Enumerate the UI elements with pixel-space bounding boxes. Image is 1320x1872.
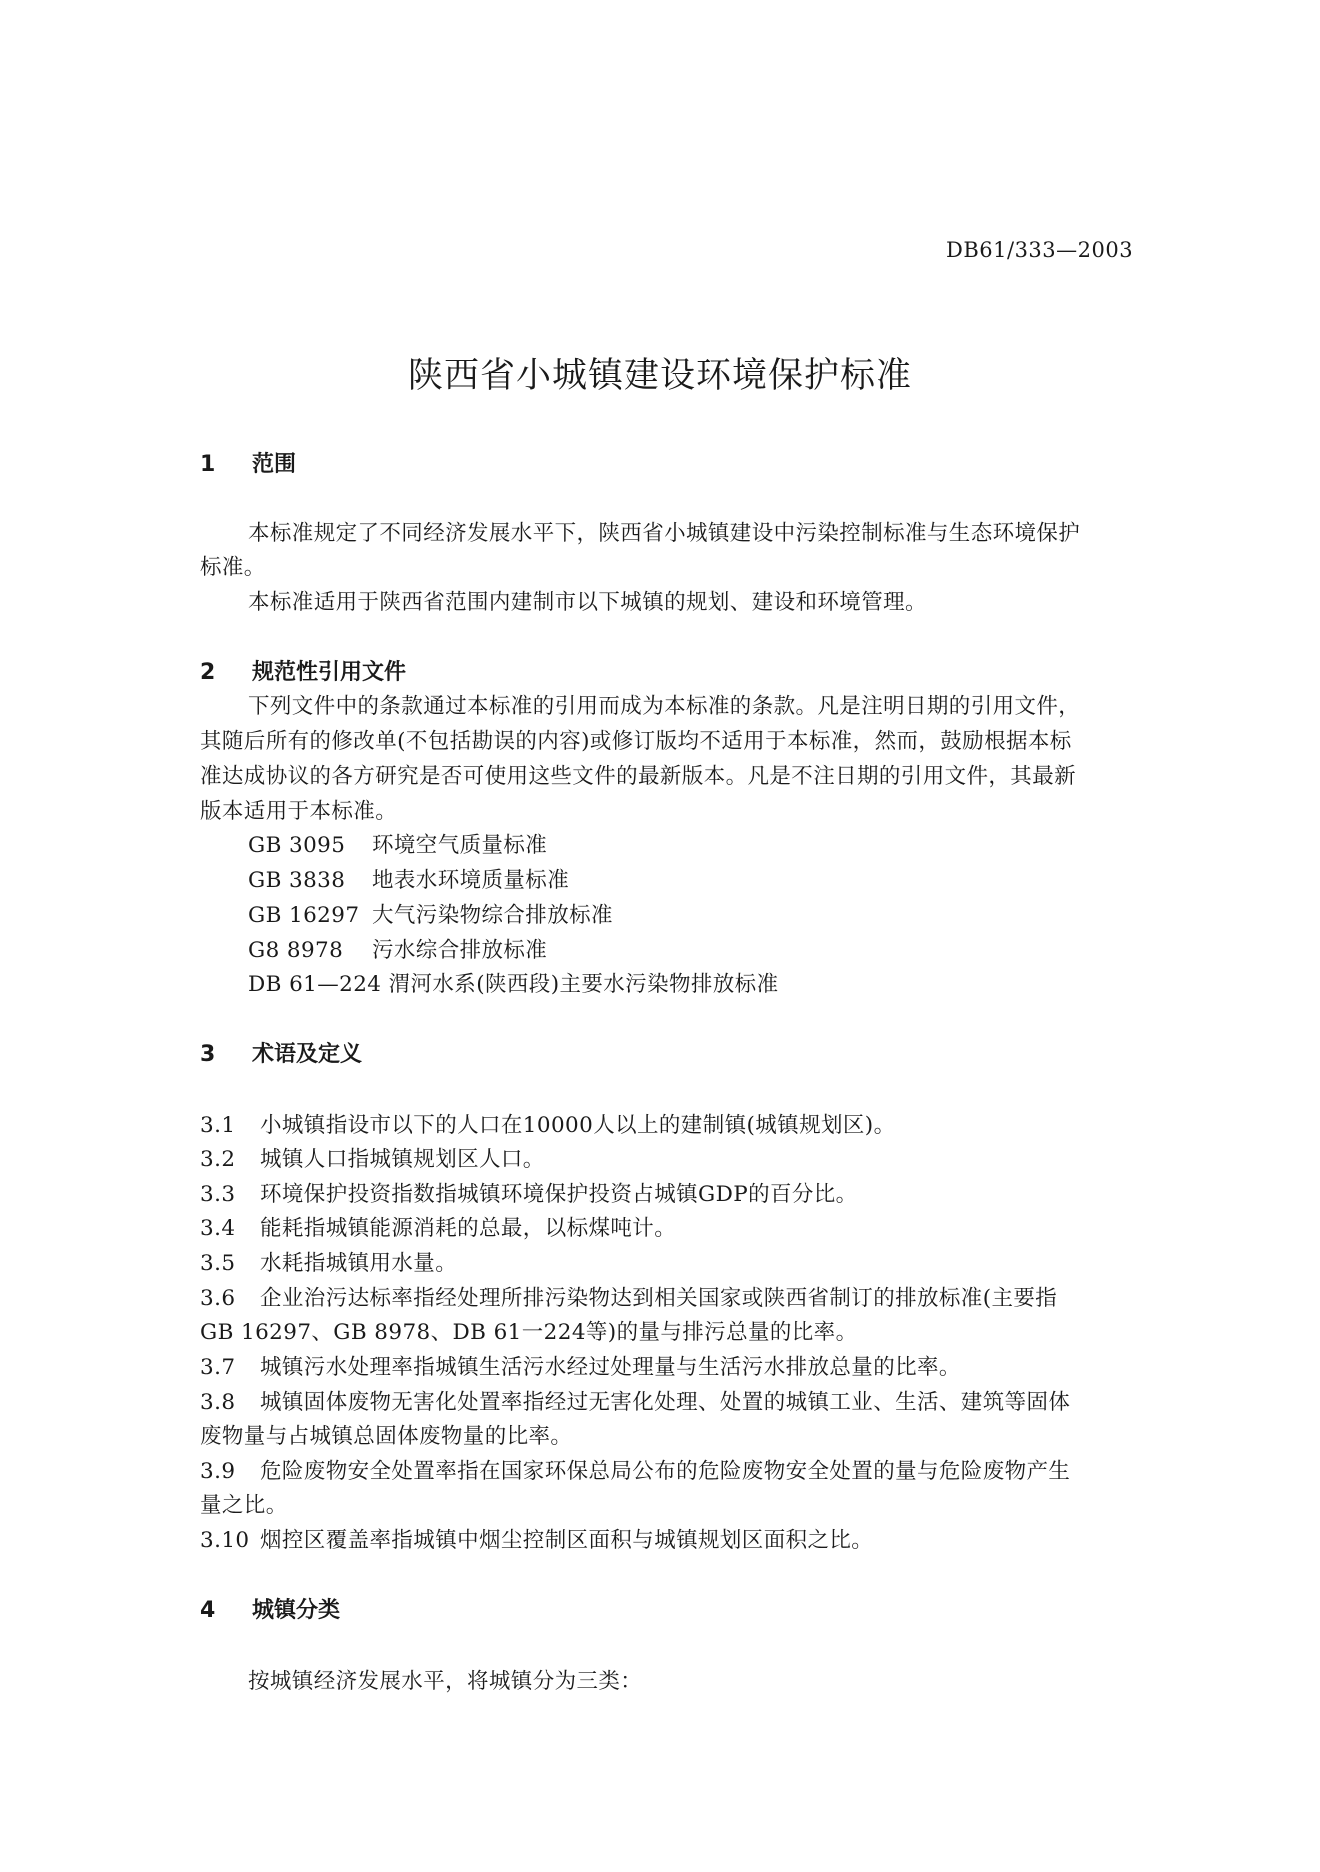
section-number: 4 — [200, 1598, 216, 1623]
section-1-heading — [200, 447, 296, 478]
definition-text: 水耗指城镇用水量。 — [260, 1251, 458, 1276]
definition-continuation: 量之比。 — [200, 1493, 288, 1518]
definition-number: 3.7 — [200, 1355, 236, 1380]
definition-text: 危险废物安全处置率指在国家环保总局公布的危险废物安全处置的量与危险废物产生 — [260, 1459, 1071, 1484]
definition-item — [200, 1177, 858, 1208]
section-2-heading — [200, 655, 406, 686]
definition-number: 3.6 — [200, 1286, 236, 1311]
definition-number: 3.10 — [200, 1528, 250, 1553]
standard-code: GB 16297 — [248, 903, 360, 928]
standard-reference-item — [248, 898, 613, 929]
definition-text: 能耗指城镇能源消耗的总最，以标煤吨计。 — [260, 1216, 677, 1241]
section-title: 城镇分类 — [252, 1598, 341, 1623]
standard-reference-item — [248, 933, 547, 964]
section-title: 范围 — [252, 452, 297, 477]
section-number: 3 — [200, 1042, 216, 1067]
standard-reference-item — [248, 863, 569, 894]
definition-text: 烟控区覆盖率指城镇中烟尘控制区面积与城镇规划区面积之比。 — [260, 1528, 874, 1553]
definition-number: 3.9 — [200, 1459, 236, 1484]
definition-item — [200, 1350, 961, 1381]
standard-code: G8 8978 — [248, 938, 344, 963]
definition-text: 小城镇指设市以下的人口在10000人以上的建制镇(城镇规划区)。 — [260, 1113, 896, 1138]
section-1-paragraph-1-line-2: 标准。 — [200, 555, 266, 580]
section-1-paragraph-1-line-1: 本标准规定了不同经济发展水平下，陕西省小城镇建设中污染控制标准与生态环境保护 — [248, 521, 1081, 546]
definition-item — [200, 1385, 1070, 1416]
definition-item — [200, 1454, 1070, 1485]
definition-number: 3.3 — [200, 1182, 236, 1207]
definition-item — [200, 1523, 873, 1554]
definition-item — [200, 1211, 676, 1242]
definition-text: 城镇人口指城镇规划区人口。 — [260, 1147, 545, 1172]
definition-item — [200, 1108, 895, 1139]
definition-item — [200, 1281, 1057, 1312]
section-4-heading — [200, 1593, 340, 1624]
definition-number: 3.5 — [200, 1251, 236, 1276]
definition-number: 3.4 — [200, 1216, 236, 1241]
definition-continuation: 废物量与占城镇总固体废物量的比率。 — [200, 1424, 573, 1449]
section-2-paragraph-line-3: 准达成协议的各方研究是否可使用这些文件的最新版本。凡是不注日期的引用文件，其最新 — [200, 764, 1077, 789]
definition-text: 城镇固体废物无害化处置率指经过无害化处理、处置的城镇工业、生活、建筑等固体 — [260, 1390, 1071, 1415]
standard-code: GB 3095 — [248, 833, 346, 858]
document-code: DB61/333—2003 — [946, 238, 1134, 262]
section-title: 规范性引用文件 — [252, 660, 407, 685]
standard-name: 污水综合排放标准 — [372, 938, 548, 963]
definition-text: 环境保护投资指数指城镇环境保护投资占城镇GDP的百分比。 — [260, 1182, 858, 1207]
section-1-paragraph-2: 本标准适用于陕西省范围内建制市以下城镇的规划、建设和环境管理。 — [248, 590, 927, 615]
section-number: 1 — [200, 452, 216, 477]
standard-reference-item: DB 61—224 渭河水系(陕西段)主要水污染物排放标准 — [248, 972, 779, 997]
definition-text: 城镇污水处理率指城镇生活污水经过处理量与生活污水排放总量的比率。 — [260, 1355, 961, 1380]
definition-number: 3.2 — [200, 1147, 236, 1172]
section-2-paragraph-line-4: 版本适用于本标准。 — [200, 799, 398, 824]
standard-reference-item — [248, 828, 547, 859]
section-4-paragraph: 按城镇经济发展水平，将城镇分为三类： — [248, 1669, 643, 1694]
definition-number: 3.1 — [200, 1113, 236, 1138]
document-title: 陕西省小城镇建设环境保护标准 — [407, 356, 912, 396]
definition-item — [200, 1142, 545, 1173]
section-2-paragraph-line-1: 下列文件中的条款通过本标准的引用而成为本标准的条款。凡是注明日期的引用文件， — [248, 694, 1081, 719]
definition-text: 企业治污达标率指经处理所排污染物达到相关国家或陕西省制订的排放标准(主要指 — [260, 1286, 1058, 1311]
definition-number: 3.8 — [200, 1390, 236, 1415]
definition-continuation: GB 16297、GB 8978、DB 61一224等)的量与排污总量的比率。 — [200, 1320, 858, 1345]
section-title: 术语及定义 — [252, 1042, 363, 1067]
standard-code: GB 3838 — [248, 868, 346, 893]
section-3-heading — [200, 1037, 362, 1068]
definition-item — [200, 1246, 457, 1277]
section-2-paragraph-line-2: 其随后所有的修改单(不包括勘误的内容)或修订版均不适用于本标准，然而，鼓励根据本标 — [200, 729, 1072, 754]
standard-name: 环境空气质量标准 — [372, 833, 548, 858]
standard-name: 地表水环境质量标准 — [372, 868, 570, 893]
section-number: 2 — [200, 660, 216, 685]
standard-name: 大气污染物综合排放标准 — [372, 903, 613, 928]
